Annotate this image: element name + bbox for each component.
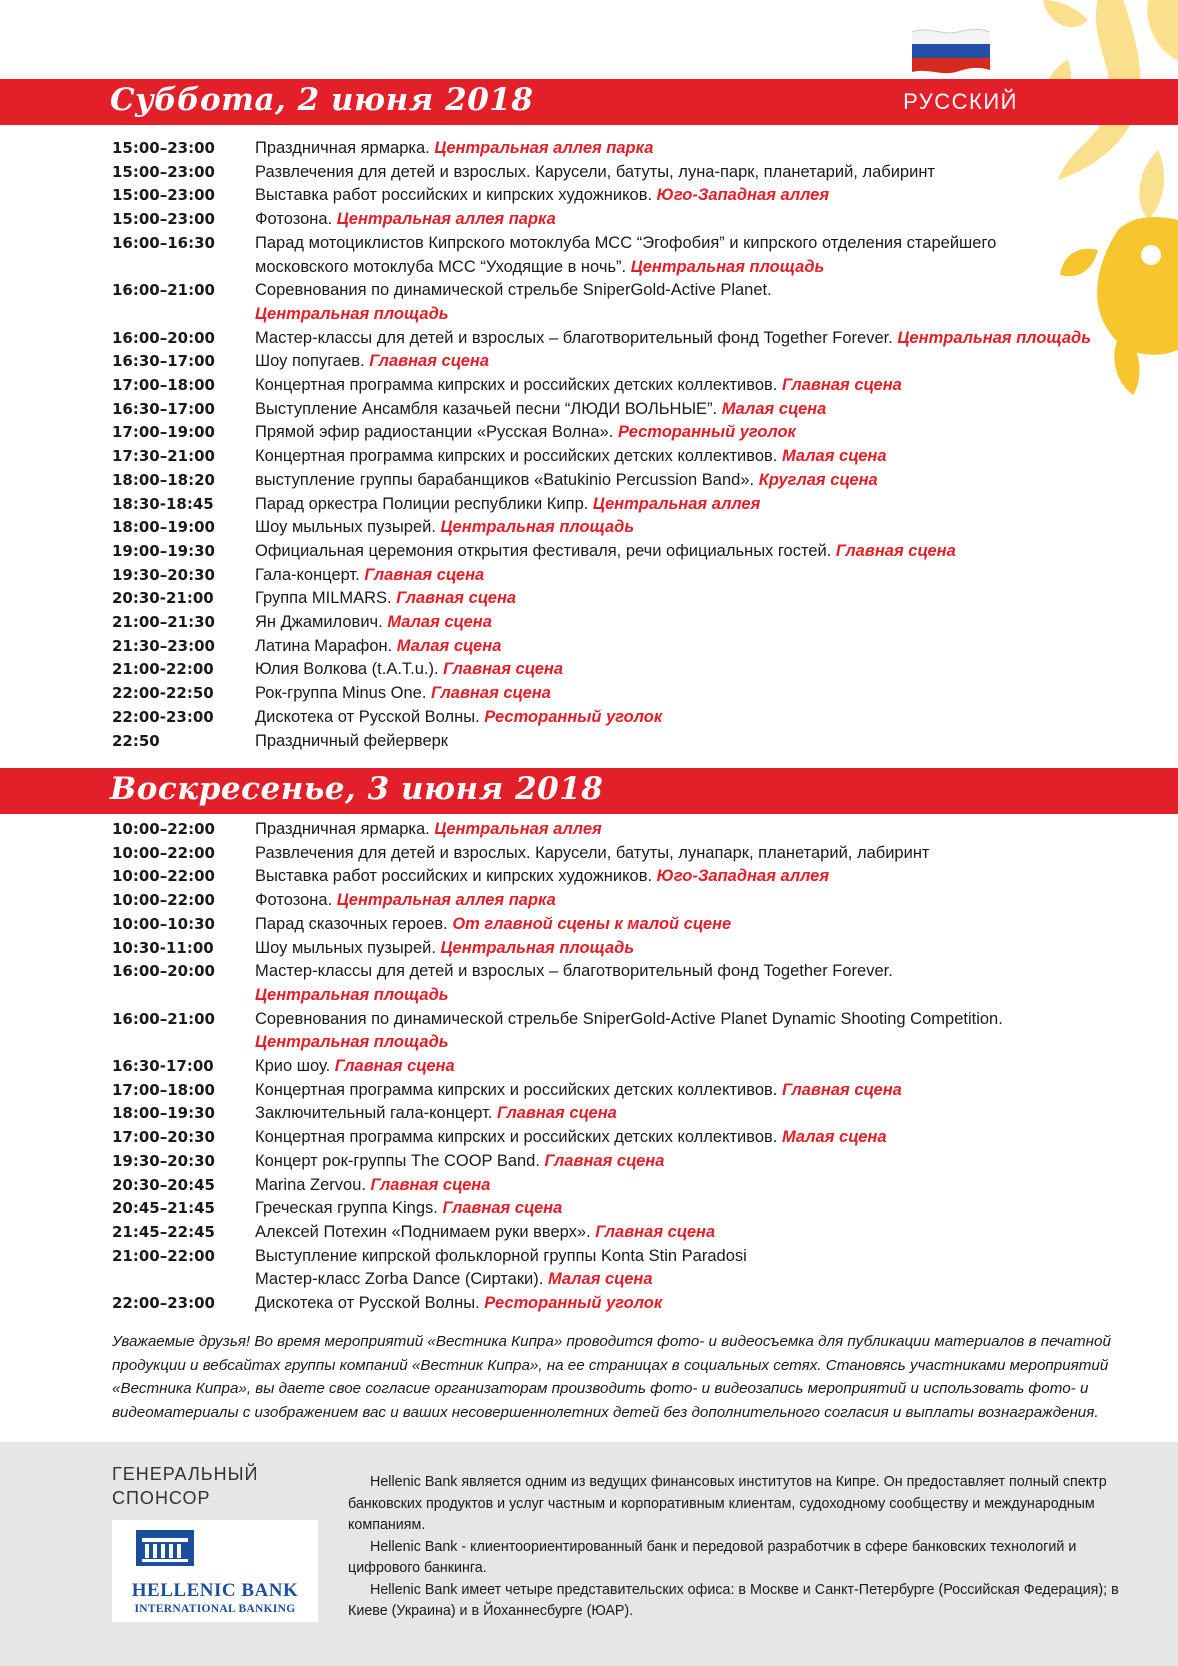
event-time: 17:00–18:00 xyxy=(112,1080,215,1099)
event-line xyxy=(255,445,1112,469)
event-time: 16:30-17:00 xyxy=(112,1057,214,1076)
event-text: Мастер-классы для детей и взрослых – благотворительный фонд Together Forever. xyxy=(255,328,898,347)
event-venue: Круглая сцена xyxy=(758,470,878,489)
event-row xyxy=(112,1008,1112,1055)
hellenic-bank-logo-icon xyxy=(136,1530,194,1574)
event-venue: Центральная площадь xyxy=(630,257,825,276)
event-description xyxy=(255,161,1112,185)
event-description xyxy=(255,350,1112,374)
event-text: Рок-группа Minus One. xyxy=(255,684,432,703)
event-line xyxy=(255,137,1112,161)
event-text: Соревнования по динамической стрельбе SniperGold-Active Planet. xyxy=(255,281,772,300)
event-description xyxy=(255,232,1112,279)
event-description xyxy=(255,1245,1112,1292)
event-row xyxy=(112,398,1112,422)
event-text: Концертная программа кипрских и российских детских коллективов. xyxy=(255,1128,782,1147)
event-row xyxy=(112,161,1112,185)
event-line xyxy=(255,865,1112,889)
event-line xyxy=(255,350,1112,374)
event-row xyxy=(112,208,1112,232)
event-description xyxy=(255,1008,1112,1055)
event-venue: Ресторанный уголок xyxy=(617,423,796,442)
event-venue: Главная сцена xyxy=(595,1222,716,1241)
event-row xyxy=(112,445,1112,469)
event-row xyxy=(112,564,1112,588)
event-line xyxy=(255,374,1112,398)
event-venue: Главная сцена xyxy=(781,1080,902,1099)
event-text: выступление группы барабанщиков «Batukinio Percussion Band». xyxy=(255,470,759,489)
event-time: 22:00–23:00 xyxy=(112,1294,215,1313)
event-row xyxy=(112,818,1112,842)
event-venue: Малая сцена xyxy=(396,636,502,655)
event-row xyxy=(112,635,1112,659)
event-venue: Юго-Западная аллея xyxy=(656,186,830,205)
event-venue: Центральная площадь xyxy=(440,938,635,957)
event-time: 10:30-11:00 xyxy=(112,938,214,957)
day-header-sunday xyxy=(0,768,1178,814)
event-venue: Главная сцена xyxy=(334,1057,455,1076)
event-line xyxy=(255,1268,1112,1292)
event-text: Фотозона. xyxy=(255,891,337,910)
event-time: 21:00-22:00 xyxy=(112,660,214,679)
event-line xyxy=(255,913,1112,937)
event-venue: Центральная площадь xyxy=(255,304,449,323)
event-text: Юлия Волкова (t.A.T.u.). xyxy=(255,660,444,679)
event-line xyxy=(255,682,1112,706)
event-line xyxy=(255,564,1112,588)
event-time: 17:00–20:30 xyxy=(112,1128,215,1147)
day-header-saturday xyxy=(0,79,1178,125)
event-venue: Малая сцена xyxy=(387,613,492,632)
event-venue: Центральная площадь xyxy=(897,328,1092,347)
event-venue: Юго-Западная аллея xyxy=(656,867,830,886)
event-row xyxy=(112,658,1112,682)
event-text: Парад сказочных героев. xyxy=(255,914,453,933)
event-text: Концертная программа кипрских и российских детских коллективов. xyxy=(255,376,782,395)
event-row xyxy=(112,374,1112,398)
event-description xyxy=(255,960,1112,1007)
event-row xyxy=(112,184,1112,208)
event-text: Официальная церемония открытия фестиваля, речи официальных гостей. xyxy=(255,541,836,560)
event-description xyxy=(255,516,1112,540)
event-text: Дискотека от Русской Волны. xyxy=(255,707,485,726)
event-row xyxy=(112,469,1112,493)
event-row xyxy=(112,421,1112,445)
event-text: Выставка работ российских и кипрских художников. xyxy=(255,186,657,205)
event-text: Группа MILMARS. xyxy=(255,589,397,608)
event-venue: Главная сцена xyxy=(835,541,956,560)
event-row xyxy=(112,937,1112,961)
event-text: Фотозона. xyxy=(255,210,337,229)
event-description xyxy=(255,682,1112,706)
event-description xyxy=(255,611,1112,635)
event-description xyxy=(255,1102,1112,1126)
event-time: 16:00–20:00 xyxy=(112,328,215,347)
day-title: Воскресенье, 3 июня 2018 xyxy=(110,771,604,807)
disclaimer-line: продукции и вебсайтах группы компаний «Вестник Кипра», на ее страницах в социальных сетях. Становясь участниками мероприятий xyxy=(112,1356,1109,1374)
event-venue: От главной сцены к малой сцене xyxy=(452,914,732,933)
disclaimer-line: Уважаемые друзья! Во время мероприятий «Вестника Кипра» проводится фото- и видеосъемка для публикации материалов в печатной xyxy=(112,1333,1111,1350)
event-text: Праздничная ярмарка. xyxy=(255,820,435,838)
event-time: 21:30–23:00 xyxy=(112,636,215,655)
event-time: 16:00–20:00 xyxy=(112,962,215,981)
event-row xyxy=(112,279,1112,326)
bank-paragraph: Hellenic Bank имеет четыре представительских офиса: в Москве и Санкт-Петербурге (Российская Федерация); в Киеве (Украина) и в Йоханнесбурге (ЮАР). xyxy=(348,1581,1119,1619)
event-time: 19:30–20:30 xyxy=(112,1151,215,1170)
event-line xyxy=(255,1126,1112,1150)
event-line xyxy=(255,635,1112,659)
event-venue: Малая сцена xyxy=(721,399,827,418)
event-description xyxy=(255,865,1112,889)
event-time: 15:00–23:00 xyxy=(112,139,215,157)
sponsor-footer xyxy=(0,1442,1178,1666)
event-venue: Малая сцена xyxy=(781,447,887,466)
event-time: 18:30-18:45 xyxy=(112,494,214,513)
event-time: 10:00–22:00 xyxy=(112,891,215,910)
event-row xyxy=(112,137,1112,161)
event-line xyxy=(255,208,1112,232)
event-venue: Главная сцена xyxy=(443,660,564,679)
event-time: 10:00–22:00 xyxy=(112,867,215,886)
event-description xyxy=(255,818,1112,842)
sponsor-label-line: СПОНСОР xyxy=(112,1488,211,1508)
event-line xyxy=(255,493,1112,517)
event-text: Заключительный гала-концерт. xyxy=(255,1104,497,1123)
schedule-sunday xyxy=(112,818,1112,1316)
event-line xyxy=(255,1008,1112,1032)
event-description xyxy=(255,842,1112,866)
event-venue: Ресторанный уголок xyxy=(484,707,663,726)
event-description xyxy=(255,279,1112,326)
event-venue: Главная сцена xyxy=(496,1104,617,1123)
event-row xyxy=(112,865,1112,889)
event-text: Выступление Ансамбля казачьей песни “ЛЮДИ ВОЛЬНЫЕ”. xyxy=(255,399,722,418)
event-time: 18:00–19:30 xyxy=(112,1104,215,1123)
event-venue: Главная сцена xyxy=(544,1151,665,1170)
event-line xyxy=(255,1079,1112,1103)
event-line xyxy=(255,161,1112,185)
event-time: 19:30–20:30 xyxy=(112,565,215,584)
event-row xyxy=(112,232,1112,279)
event-text: Прямой эфир радиостанции «Русская Волна». xyxy=(255,423,618,442)
event-venue: Центральная аллея парка xyxy=(336,891,556,910)
event-row xyxy=(112,350,1112,374)
event-description xyxy=(255,564,1112,588)
event-description xyxy=(255,658,1112,682)
event-venue: Главная сцена xyxy=(369,352,490,371)
event-text: Греческая группа Kings. xyxy=(255,1199,443,1218)
event-row xyxy=(112,587,1112,611)
event-time: 16:30–17:00 xyxy=(112,352,215,371)
event-text: Алексей Потехин «Поднимаем руки вверх». xyxy=(255,1222,596,1241)
event-venue: Ресторанный уголок xyxy=(484,1294,663,1313)
event-row xyxy=(112,493,1112,517)
event-line xyxy=(255,842,1112,866)
event-row xyxy=(112,516,1112,540)
event-venue: Центральная аллея парка xyxy=(336,210,556,229)
event-line xyxy=(255,184,1112,208)
event-text: Гала-концерт. xyxy=(255,565,365,584)
bank-paragraph: Hellenic Bank является одним из ведущих финансовых институтов на Кипре. Он предоставляет полный спектр банковских продуктов и услуг частным и корпоративным клиентам, судоходному сообществу и международным компаниям. xyxy=(348,1474,1107,1533)
event-description xyxy=(255,1079,1112,1103)
event-description xyxy=(255,1150,1112,1174)
logo-name: HELLENIC BANK xyxy=(131,1580,299,1601)
event-text: Концерт рок-группы The COOP Band. xyxy=(255,1151,545,1170)
event-description xyxy=(255,1197,1112,1221)
event-venue: Центральная площадь xyxy=(255,1033,449,1052)
schedule-saturday xyxy=(112,137,1112,753)
event-time: 18:00–18:20 xyxy=(112,470,215,489)
event-text: Marina Zervou. xyxy=(255,1175,371,1194)
event-line xyxy=(255,937,1112,961)
event-text: Развлечения для детей и взрослых. Карусели, батуты, лунапарк, планетарий, лабиринт xyxy=(255,843,930,862)
event-description xyxy=(255,913,1112,937)
event-description xyxy=(255,208,1112,232)
event-text: Шоу мыльных пузырей. xyxy=(255,938,441,957)
event-line xyxy=(255,516,1112,540)
event-row xyxy=(112,611,1112,635)
event-row xyxy=(112,706,1112,730)
event-description xyxy=(255,1126,1112,1150)
event-time: 16:30–17:00 xyxy=(112,399,215,418)
event-time: 17:00–18:00 xyxy=(112,376,215,395)
event-line xyxy=(255,587,1112,611)
event-line xyxy=(255,1031,1112,1055)
event-text: Соревнования по динамической стрельбе SniperGold-Active Planet Dynamic Shooting Competition. xyxy=(255,1009,1003,1028)
event-description xyxy=(255,706,1112,730)
event-line xyxy=(255,303,1112,327)
event-line xyxy=(255,398,1112,422)
event-text: Мастер-классы для детей и взрослых – благотворительный фонд Together Forever. xyxy=(255,962,893,981)
event-row xyxy=(112,730,1112,754)
event-venue: Главная сцена xyxy=(431,684,551,703)
event-description xyxy=(255,540,1112,564)
event-description xyxy=(255,421,1112,445)
event-line xyxy=(255,818,1112,842)
disclaimer-line: видеоматериалы с изображением вас и ваших несовершеннолетних детей без дополнительного согласия и выплаты вознаграждения. xyxy=(112,1403,1099,1421)
event-description xyxy=(255,1174,1112,1198)
event-venue: Главная сцена xyxy=(364,565,485,584)
russia-flag-icon xyxy=(908,24,994,80)
event-time: 20:45–21:45 xyxy=(112,1199,215,1218)
event-time: 16:00–21:00 xyxy=(112,1009,215,1028)
event-text: Выступление кипрской фольклорной группы Konta Stin Paradosi xyxy=(255,1246,747,1265)
event-time: 20:30–20:45 xyxy=(112,1175,215,1194)
event-row xyxy=(112,682,1112,706)
sponsor-label xyxy=(112,1462,258,1510)
event-time: 16:00–16:30 xyxy=(112,233,215,252)
event-row xyxy=(112,1245,1112,1292)
event-time: 20:30-21:00 xyxy=(112,589,214,608)
event-venue: Главная сцена xyxy=(781,376,902,395)
event-venue: Малая сцена xyxy=(781,1128,887,1147)
event-description xyxy=(255,469,1112,493)
event-time: 10:00–22:00 xyxy=(112,843,215,862)
event-venue: Центральная аллея xyxy=(592,494,761,513)
hellenic-bank-logo xyxy=(112,1520,318,1622)
bank-paragraph: Hellenic Bank - клиентоориентированный банк и передовой разработчик в сфере банковских технологий и цифрового банкинга. xyxy=(348,1538,1077,1576)
logo-subtitle: INTERNATIONAL BANKING xyxy=(134,1603,296,1615)
event-line xyxy=(255,984,1112,1008)
event-row xyxy=(112,327,1112,351)
event-venue: Центральная площадь xyxy=(255,985,449,1004)
event-text: Мастер-класс Zorba Dance (Сиртаки). xyxy=(255,1270,548,1289)
event-venue: Главная сцена xyxy=(396,589,517,608)
event-text: Выставка работ российских и кипрских художников. xyxy=(255,867,657,886)
event-venue: Главная сцена xyxy=(442,1199,563,1218)
event-text: Парад мотоциклистов Кипрского мотоклуба МСС “Эгофобия” и кипрского отделения старейшего xyxy=(255,233,997,252)
event-time: 15:00–23:00 xyxy=(112,186,215,205)
event-description xyxy=(255,398,1112,422)
event-text: Шоу мыльных пузырей. xyxy=(255,518,441,537)
event-line xyxy=(255,469,1112,493)
event-time: 15:00–23:00 xyxy=(112,162,215,181)
event-text: Праздничный фейерверк xyxy=(255,731,449,750)
event-row xyxy=(112,960,1112,1007)
bank-description xyxy=(348,1472,1123,1623)
event-line xyxy=(255,1055,1112,1079)
event-line xyxy=(255,1150,1112,1174)
event-text: московского мотоклуба МСС “Уходящие в ночь”. xyxy=(255,257,631,276)
event-line xyxy=(255,960,1112,984)
event-row xyxy=(112,1150,1112,1174)
event-line xyxy=(255,421,1112,445)
event-line xyxy=(255,279,1112,303)
event-description xyxy=(255,889,1112,913)
event-time: 17:30–21:00 xyxy=(112,447,215,466)
event-description xyxy=(255,445,1112,469)
event-time: 18:00–19:00 xyxy=(112,518,215,537)
disclaimer-line: «Вестника Кипра», вы даете свое согласие организаторам производить фото- и видеозапись мероприятий и использовать фото- и xyxy=(112,1380,1089,1397)
event-line xyxy=(255,256,1112,280)
event-text: Дискотека от Русской Волны. xyxy=(255,1294,485,1313)
event-text: Латина Марафон. xyxy=(255,636,397,655)
event-line xyxy=(255,730,1112,754)
sponsor-label-line: ГЕНЕРАЛЬНЫЙ xyxy=(112,1464,259,1484)
event-line xyxy=(255,232,1112,256)
event-text: Праздничная ярмарка. xyxy=(255,139,435,157)
event-text: Концертная программа кипрских и российских детских коллективов. xyxy=(255,1080,782,1099)
photo-disclaimer xyxy=(112,1330,1132,1424)
event-row xyxy=(112,1126,1112,1150)
event-description xyxy=(255,493,1112,517)
event-venue: Центральная площадь xyxy=(440,518,635,537)
event-description xyxy=(255,635,1112,659)
event-line xyxy=(255,889,1112,913)
event-description xyxy=(255,137,1112,161)
event-description xyxy=(255,1292,1112,1316)
event-venue: Малая сцена xyxy=(547,1270,653,1289)
event-row xyxy=(112,842,1112,866)
event-row xyxy=(112,1197,1112,1221)
event-row xyxy=(112,1055,1112,1079)
event-text: Шоу попугаев. xyxy=(255,352,370,371)
event-time: 22:00-23:00 xyxy=(112,707,214,726)
event-time: 10:00–10:30 xyxy=(112,914,215,933)
language-label: РУССКИЙ xyxy=(903,89,1018,114)
event-description xyxy=(255,374,1112,398)
event-description xyxy=(255,937,1112,961)
event-row xyxy=(112,1102,1112,1126)
event-description xyxy=(255,184,1112,208)
event-row xyxy=(112,1079,1112,1103)
event-time: 21:00–21:30 xyxy=(112,613,215,632)
event-line xyxy=(255,540,1112,564)
event-description xyxy=(255,730,1112,754)
event-row xyxy=(112,1221,1112,1245)
event-time: 16:00–21:00 xyxy=(112,281,215,300)
event-line xyxy=(255,1221,1112,1245)
event-time: 17:00–19:00 xyxy=(112,423,215,442)
event-time: 21:45–22:45 xyxy=(112,1222,215,1241)
event-venue: Центральная аллея xyxy=(434,820,602,838)
event-time: 22:50 xyxy=(112,731,160,750)
event-description xyxy=(255,1221,1112,1245)
event-description xyxy=(255,587,1112,611)
event-time: 19:00–19:30 xyxy=(112,541,215,560)
event-venue: Центральная аллея парка xyxy=(434,139,654,157)
event-line xyxy=(255,327,1112,351)
event-line xyxy=(255,611,1112,635)
event-row xyxy=(112,889,1112,913)
event-line xyxy=(255,706,1112,730)
event-line xyxy=(255,1102,1112,1126)
event-row xyxy=(112,1174,1112,1198)
event-text: Концертная программа кипрских и российских детских коллективов. xyxy=(255,447,782,466)
event-text: Развлечения для детей и взрослых. Карусели, батуты, луна-парк, планетарий, лабиринт xyxy=(255,162,935,181)
event-text: Крио шоу. xyxy=(255,1057,335,1076)
day-title: Суббота, 2 июня 2018 xyxy=(110,82,534,118)
event-row xyxy=(112,540,1112,564)
event-text: Парад оркестра Полиции республики Кипр. xyxy=(255,494,593,513)
event-line xyxy=(255,1245,1112,1269)
event-row xyxy=(112,913,1112,937)
event-time: 10:00–22:00 xyxy=(112,820,215,838)
event-line xyxy=(255,1197,1112,1221)
event-row xyxy=(112,1292,1112,1316)
event-description xyxy=(255,327,1112,351)
event-line xyxy=(255,1292,1112,1316)
event-time: 15:00–23:00 xyxy=(112,210,215,229)
event-description xyxy=(255,1055,1112,1079)
event-line xyxy=(255,1174,1112,1198)
event-text: Ян Джамилович. xyxy=(255,613,388,632)
event-time: 22:00-22:50 xyxy=(112,684,214,703)
event-venue: Главная сцена xyxy=(370,1175,491,1194)
event-time: 21:00–22:00 xyxy=(112,1246,215,1265)
event-line xyxy=(255,658,1112,682)
